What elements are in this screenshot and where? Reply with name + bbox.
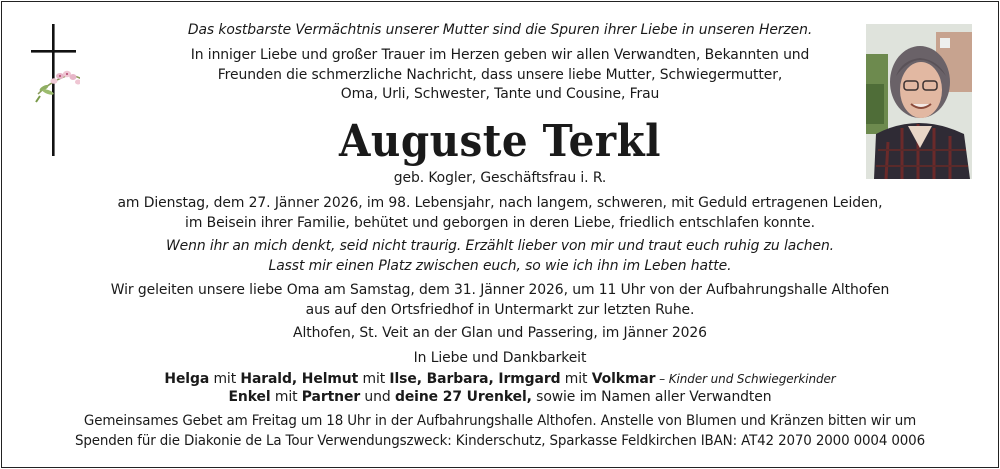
- intro-line-1: In inniger Liebe und großer Trauer im Herzen geben wir allen Verwandten, Bekannten und: [190, 47, 810, 63]
- family-note: – Kinder und Schwiegerkinder: [655, 370, 836, 386]
- family-word: und: [360, 389, 395, 406]
- signoff: In Liebe und Dankbarkeit: [413, 350, 587, 366]
- death-line-2: im Beisein ihrer Familie, behütet und geborgen in deren Liebe, friedlich entschlafen konnte.: [185, 214, 815, 231]
- intro-line-2: Freunden die schmerzliche Nachricht, dass unsere liebe Mutter, Schwiegermutter,: [217, 66, 783, 83]
- prayer-line-2: Spenden für die Diakonie de La Tour Verwendungszweck: Kinderschutz, Sparkasse Feldkirchen IBAN: AT42 2070 2000 0004 0006: [75, 432, 925, 449]
- intro-line-3: Oma, Urli, Schwester, Tante und Cousine, Frau: [340, 86, 660, 103]
- family-name-partner: Partner: [301, 389, 361, 406]
- family-name-volkmar: Volkmar: [591, 370, 656, 387]
- family-name-sons: Harald, Helmut: [240, 370, 359, 387]
- funeral-line-1: Wir geleiten unsere liebe Oma am Samstag, dem 31. Jänner 2026, um 11 Uhr von der Aufbahrungshalle Althofen: [110, 282, 890, 298]
- family-name-daughters: Ilse, Barbara, Irmgard: [389, 370, 561, 387]
- family-word: mit: [209, 370, 241, 387]
- family-line-1: [20, 369, 980, 390]
- quote-line-1: Wenn ihr an mich denkt, seid nicht traurig. Erzählt lieber von mir und traut euch ruhig zu lachen.: [165, 238, 835, 254]
- motto: Das kostbarste Vermächtnis unserer Mutter sind die Spuren ihrer Liebe in unseren Herzen.: [187, 22, 813, 38]
- family-word: mit: [270, 389, 302, 406]
- funeral-line-2: aus auf den Ortsfriedhof in Untermarkt zur letzten Ruhe.: [305, 301, 695, 318]
- birth-info: geb. Kogler, Geschäftsfrau i. R.: [393, 170, 607, 186]
- deceased-name: Auguste Terkl: [339, 116, 661, 167]
- family-name-helga: Helga: [164, 370, 210, 387]
- death-line-1: am Dienstag, dem 27. Jänner 2026, im 98. Lebensjahr, nach langem, schweren, mit Geduld ertragenen Leiden,: [117, 195, 883, 211]
- family-word: sowie im Namen aller Verwandten: [531, 389, 772, 406]
- quote-line-2: Lasst mir einen Platz zwischen euch, so wie ich ihn im Leben hatte.: [268, 257, 732, 274]
- family-line-2: [20, 388, 980, 408]
- prayer-line-1: Gemeinsames Gebet am Freitag um 18 Uhr in der Aufbahrungshalle Althofen. Anstelle von Blumen und Kränzen bitten wir um: [83, 413, 917, 429]
- family-word: mit: [560, 370, 592, 387]
- family-name-urenkel: deine 27 Urenkel,: [394, 389, 532, 406]
- family-word: mit: [358, 370, 390, 387]
- family-name-enkel: Enkel: [228, 389, 271, 406]
- place-date: Althofen, St. Veit an der Glan und Passering, im Jänner 2026: [293, 325, 707, 341]
